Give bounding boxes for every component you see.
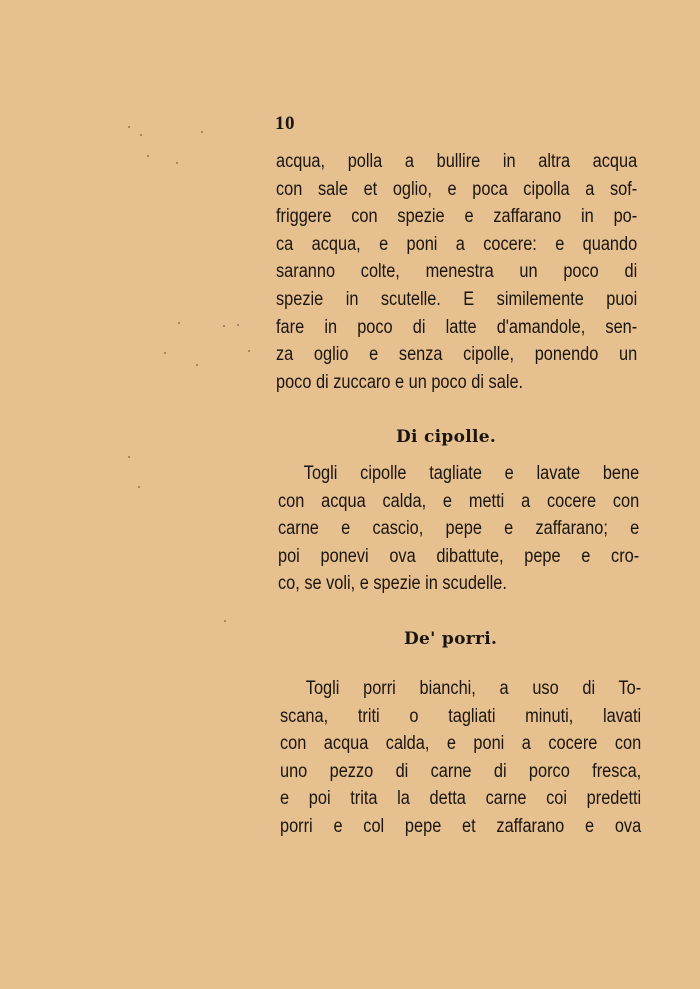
- page-number: 10: [275, 113, 295, 134]
- text-line: uno pezzo di carne di porco fresca,: [280, 760, 642, 782]
- paragraph-de-porri: [280, 675, 642, 841]
- text-line: Togli porri bianchi, a uso di To-: [305, 678, 642, 699]
- text-line: con acqua calda, e metti a cocere con: [278, 490, 640, 512]
- text-line: za oglio e senza cipolle, ponendo un: [276, 344, 638, 366]
- text-line: con sale et oglio, e poca cipolla a sof-: [276, 178, 638, 200]
- paragraph-continuation: [276, 148, 638, 396]
- text-line: scana, triti o tagliati minuti, lavati: [280, 705, 642, 727]
- text-line: ca acqua, e poni a cocere: e quando: [276, 233, 638, 255]
- text-line: carne e cascio, pepe e zaffarano; e: [278, 518, 640, 540]
- text-line: acqua, polla a bullire in altra acqua: [276, 151, 638, 172]
- text-line: porri e col pepe et zaffarano e ova: [280, 815, 642, 837]
- text-line: fare in poco di latte d'amandole, sen-: [276, 316, 638, 338]
- text-line: spezie in scutelle. E similemente puoi: [276, 288, 638, 310]
- text-line: Togli cipolle tagliate e lavate bene: [303, 463, 640, 484]
- text-line: e poi trita la detta carne coi predetti: [280, 788, 642, 810]
- text-line: con acqua calda, e poni a cocere con: [280, 733, 642, 755]
- section-heading-di-cipolle: Di cipolle.: [396, 427, 497, 447]
- text-line: co, se voli, e spezie in scudelle.: [278, 573, 507, 595]
- text-line: saranno colte, menestra un poco di: [276, 261, 638, 283]
- paragraph-di-cipolle: [278, 460, 640, 598]
- section-heading-de-porri: De' porri.: [404, 629, 498, 649]
- text-line: friggere con spezie e zaffarano in po-: [276, 206, 638, 228]
- text-line: poi ponevi ova dibattute, pepe e cro-: [278, 545, 640, 567]
- text-line: poco di zuccaro e un poco di sale.: [276, 371, 524, 393]
